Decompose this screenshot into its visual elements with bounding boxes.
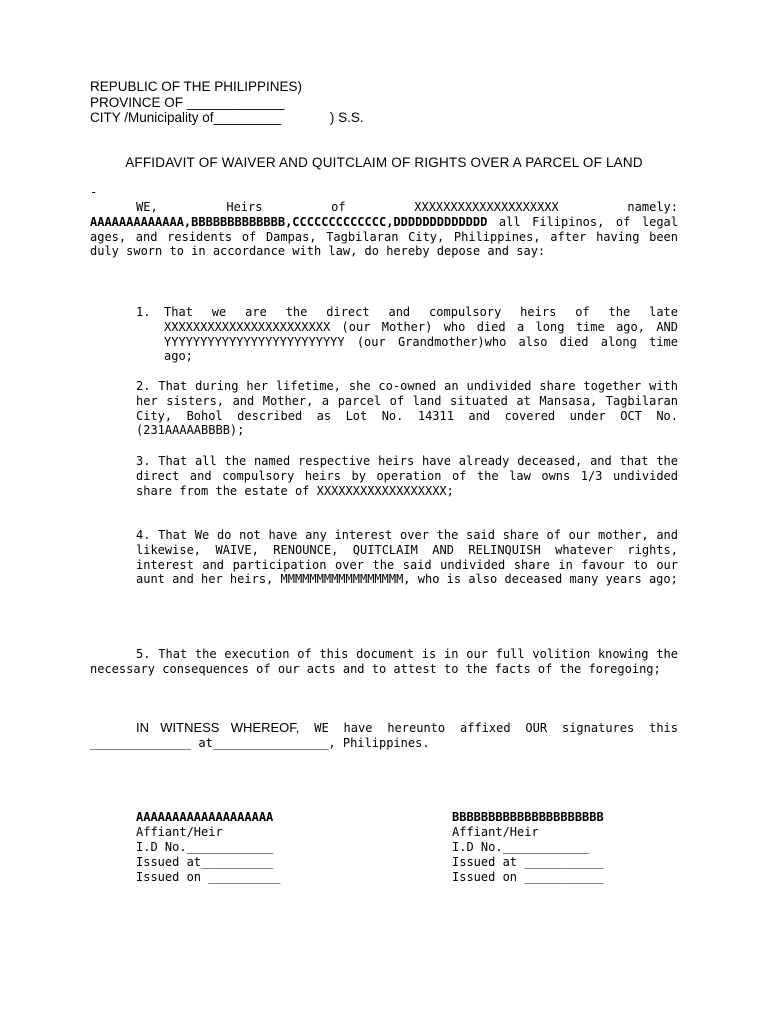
item-4-text: 4. That We do not have any interest over the said share of our mother, and likewise, WAIVE, RENOUNCE, QUITCLAIM AND RELINQUISH whatever rights, interest and participation over the said undivided share in favour to our aunt and her heirs, MMMMMMMMMMMMMMMMM, who is also deceased many years ago; <box>136 528 678 587</box>
item-2-text: 2. That during her lifetime, she co-owned an undivided share together with her sisters, and Mother, a parcel of land situated at Mansasa, Tagbilaran City, Bohol described as Lot No. 14311 and covered under OCT No. (231AAAAABBBB); <box>136 379 678 438</box>
witness-text: WE have hereunto affixed OUR signatures this ______________ at________________, Philippines. <box>90 721 678 750</box>
signatory-2-id: I.D No.____________ <box>452 840 590 854</box>
signatory-1-issued-at: Issued at__________ <box>136 855 274 869</box>
heir-names: AAAAAAAAAAAAA,BBBBBBBBBBBBB,CCCCCCCCCCCCC,DDDDDDDDDDDDD <box>90 214 488 229</box>
signatory-1-name: AAAAAAAAAAAAAAAAAAA <box>136 810 274 824</box>
item-1-text: That we are the direct and compulsory heirs of the late XXXXXXXXXXXXXXXXXXXXXXX (our Mother) who died a long time ago, AND YYYYYYYYYYYYYYYYYYYYYYYYY (our Grandmother)who also died along time ago; <box>164 305 678 364</box>
venue-block <box>90 79 364 126</box>
intro-we-line: WE, Heirs of XXXXXXXXXXXXXXXXXXXX namely: <box>136 200 678 214</box>
item-3-text: 3. That all the named respective heirs have already deceased, and that the direct and compulsory heirs by operation of the law owns 1/3 undivided share from the estate of XXXXXXXXXXXXXXXXXX; <box>136 454 678 498</box>
dash-mark: - <box>90 185 98 199</box>
signatory-block-1 <box>136 810 281 885</box>
venue-province: PROVINCE OF _____________ <box>90 94 285 110</box>
signatory-2-name: BBBBBBBBBBBBBBBBBBBBB <box>452 810 604 824</box>
signatory-1-role: Affiant/Heir <box>136 825 223 839</box>
witness-lead: IN WITNESS WHEREOF, <box>136 720 300 735</box>
signatory-2-role: Affiant/Heir <box>452 825 539 839</box>
signatory-1-id: I.D No.____________ <box>136 840 274 854</box>
signatory-2-issued-at: Issued at ___________ <box>452 855 604 869</box>
signatory-block-2 <box>452 810 604 885</box>
intro-paragraph <box>90 200 678 259</box>
signatory-2-issued-on: Issued on ___________ <box>452 870 604 884</box>
venue-city: CITY /Municipality of_________ ) S.S. <box>90 110 364 125</box>
item-1-number: 1. <box>136 305 151 319</box>
item-5-text: 5. That the execution of this document is in our full volition knowing the necessary consequences of our acts and to attest to the facts of the foregoing; <box>90 647 678 676</box>
intro-rest: all Filipinos, of legal ages, and residents of Dampas, Tagbilaran City, Philippines, after having been duly sworn to in accordance with law, do hereby depose and say: <box>90 214 678 259</box>
witness-paragraph <box>90 721 678 751</box>
signatory-1-issued-on: Issued on __________ <box>136 870 281 884</box>
venue-republic: REPUBLIC OF THE PHILIPPINES) <box>90 79 303 94</box>
document-title: AFFIDAVIT OF WAIVER AND QUITCLAIM OF RIGHTS OVER A PARCEL OF LAND <box>125 155 643 170</box>
